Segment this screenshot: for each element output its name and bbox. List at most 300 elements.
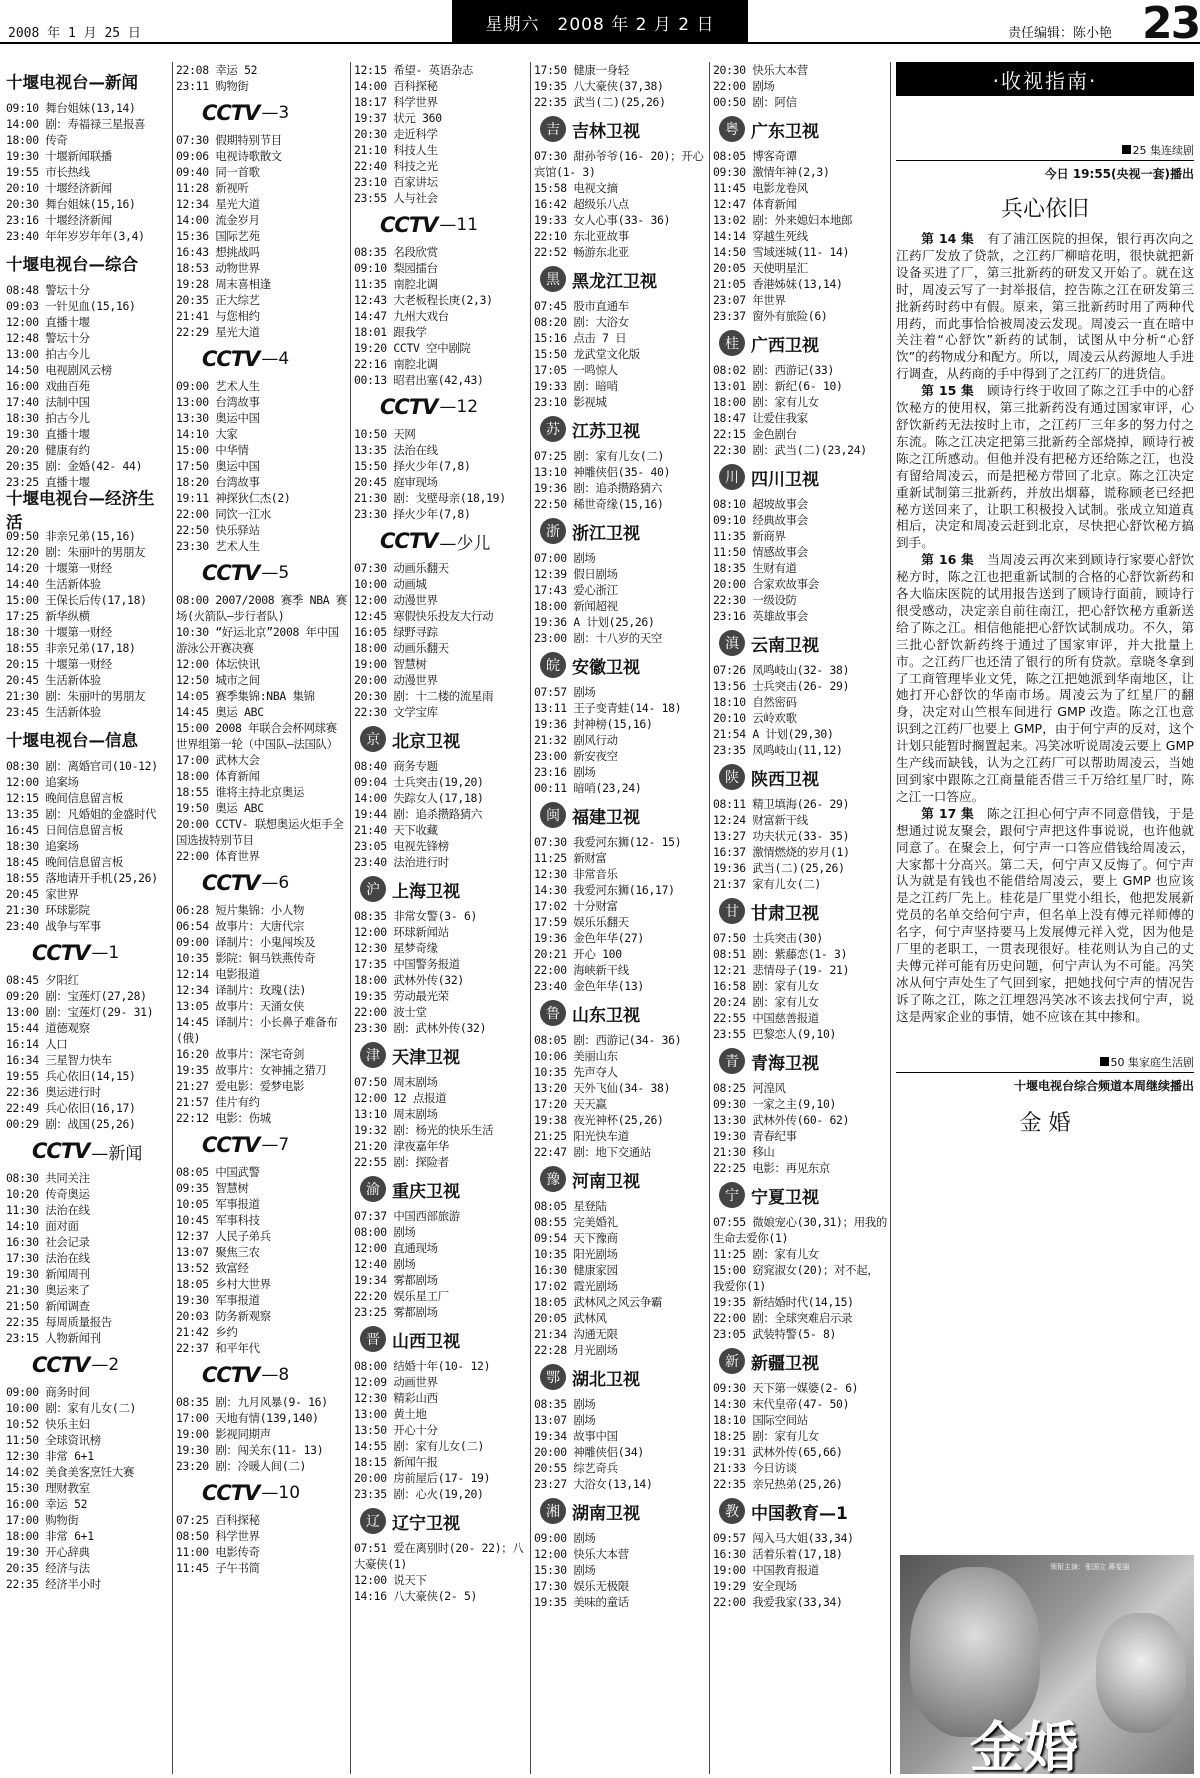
- program-listing: 16:30 社会记录: [6, 1235, 90, 1249]
- program-listing: 12:30 精彩山西: [354, 1391, 438, 1405]
- station-logo-icon: 陕: [719, 764, 745, 790]
- program-listing: 20:45 生活新体验: [6, 673, 101, 687]
- episode-number: 第 16 集: [921, 552, 975, 568]
- program-listing: 14:50 电视剧风云榜: [6, 363, 112, 377]
- channel-name: 河南卫视: [572, 1171, 640, 1192]
- program-listing: 22:29 星光大道: [176, 325, 260, 339]
- program-listing: 12:50 城市之间: [176, 673, 260, 687]
- program-listing: 17:20 天天赢: [534, 1097, 607, 1111]
- program-listing: 14:00 流金岁月: [176, 213, 260, 227]
- episode-text: 当周凌云再次来到顾诗行家要心舒饮秘方时，陈之江也把重新试制的合格的心舒饮新药和各大临床医院的试用报告送到了顾诗行面前，顾诗行很受感动，决定亲自前往南江，把心舒饮秘方重新送给了陈之江。相信他能把心舒饮试制成功。不久，第三批心舒饮新药终于通过了国家审评，并大批量上市。之江药厂也还清了银行的所有贷款。章晓冬拿到了工商管理毕业文凭，陈之江把她派到华南地区，让她打开心舒饮的华南市场。周凌云为了红星厂的翻身，决定对山竺根车间进行 GMP 改造。陈之江也意识到之江药厂也要上 GMP，由于何宁声的反对，这个计划只能暂时搁置起来。冯笑冰听说周凌云要上 GMP 生产线而缺钱，认为之江药厂可以帮助周凌云，当她回到家中跟陈之江商量能否借三千万给红星厂时，陈之江一口答应。: [896, 552, 1195, 804]
- listing-column-1: [6, 62, 169, 1774]
- editor-credit: 责任编辑：陈小艳: [1008, 26, 1113, 41]
- program-listing: 11:25 新财富: [534, 851, 607, 865]
- program-listing: 19:55 市长热线: [6, 165, 90, 179]
- channel-header: [534, 514, 708, 548]
- station-logo-icon: 辽: [360, 1508, 386, 1534]
- program-listing: 09:00 商务时间: [6, 1385, 90, 1399]
- channel-header: [6, 64, 169, 98]
- program-listing: 08:05 博客奇谭: [713, 149, 797, 163]
- channel-name: 湖南卫视: [572, 1503, 640, 1524]
- program-listing: 18:00 新闻超视: [534, 599, 618, 613]
- program-listing: 19:35 美味的童话: [534, 1595, 629, 1609]
- channel-name: 天津卫视: [392, 1047, 460, 1068]
- program-listing: 11:35 新商界: [713, 529, 786, 543]
- program-listing: 18:00 传奇: [6, 133, 68, 147]
- program-listing: 23:07 年世界: [713, 293, 786, 307]
- channel-header: [176, 556, 347, 590]
- program-listing: 16:30 活着乐着(17,18): [713, 1547, 843, 1561]
- program-listing: 16:00 戏曲百苑: [6, 379, 90, 393]
- program-listing: 07:26 凤鸣岐山(32- 38): [713, 663, 850, 677]
- program-listing: 10:35 先声夺人: [534, 1065, 618, 1079]
- viewing-guide: [896, 62, 1194, 1774]
- channel-name: 广东卫视: [751, 121, 819, 142]
- program-listing: 11:35 南腔北调: [354, 277, 438, 291]
- program-listing: 17:35 中国警务报道: [354, 957, 460, 971]
- program-listing: 15:00 王保长后传(17,18): [6, 593, 147, 607]
- station-logo-icon: 浙: [540, 518, 566, 544]
- program-listing: 18:01 跟我学: [354, 325, 427, 339]
- program-listing: 19:34 故事中国: [534, 1429, 618, 1443]
- program-listing: 11:00 电影传奇: [176, 1545, 260, 1559]
- program-listing: 13:30 武林外传(60- 62): [713, 1113, 850, 1127]
- program-listing: 06:54 故事片：大唐代宗: [176, 919, 305, 933]
- program-listing: 09:04 士兵突击(19,20): [354, 775, 484, 789]
- program-listing: 18:55 落地请开手机(25,26): [6, 871, 158, 885]
- program-listing: 14:20 十堰第一财经: [6, 561, 112, 575]
- program-listing: 16:45 日间信息留言板: [6, 823, 123, 837]
- program-listing: 17:40 法制中国: [6, 395, 90, 409]
- channel-header: [176, 342, 347, 376]
- program-listing: 23:30 艺术人生: [176, 539, 260, 553]
- program-listing: 21:30 移山: [713, 1145, 775, 1159]
- program-listing: 17:02 霞光剧场: [534, 1279, 618, 1293]
- program-listing: 20:45 家世界: [6, 887, 79, 901]
- program-listing: 10:52 快乐主妇: [6, 1417, 90, 1431]
- column-divider: [172, 62, 173, 1774]
- channel-header: [534, 648, 708, 682]
- program-listing: 09:30 激情年神(2,3): [713, 165, 830, 179]
- program-listing: 08:02 剧：西游记(33): [713, 363, 835, 377]
- channel-name: 重庆卫视: [392, 1181, 460, 1202]
- program-listing: 19:00 影视同期声: [176, 1427, 271, 1441]
- cctv-logo-icon: CCTV: [202, 561, 260, 585]
- program-listing: 13:10 周末剧场: [354, 1107, 438, 1121]
- program-listing: 22:12 电影：伤城: [176, 1111, 271, 1125]
- program-listing: 07:51 爱在离别时(20- 22)；八大豪侠(1): [354, 1541, 524, 1571]
- program-listing: 18:25 剧：家有儿女: [713, 1429, 819, 1443]
- program-listing: 12:00 环球新闻站: [354, 925, 449, 939]
- program-listing: 09:30 天下第一媒婆(2- 6): [713, 1381, 859, 1395]
- program-listing: 15:16 点击 7 日: [534, 331, 627, 345]
- channel-header: [6, 722, 169, 756]
- program-listing: 07:25 百科探秘: [176, 1513, 260, 1527]
- channel-number: —新闻: [91, 1143, 143, 1164]
- program-listing: 23:10 百家讲坛: [354, 175, 438, 189]
- program-listing: 22:00 体育世界: [176, 849, 260, 863]
- channel-header: [534, 112, 708, 146]
- channel-header: [176, 1128, 347, 1162]
- guide-title: ·收视指南·: [896, 62, 1194, 96]
- channel-name: 十堰电视台—信息: [6, 731, 138, 750]
- page-number: 23: [1142, 0, 1200, 49]
- channel-header: [713, 460, 887, 494]
- program-listing: 22:55 剧：探险者: [354, 1155, 449, 1169]
- program-listing: 15:50 龙武堂文化版: [534, 347, 640, 361]
- program-listing: 12:34 星光大道: [176, 197, 260, 211]
- channel-name: 山东卫视: [572, 1005, 640, 1026]
- program-listing: 15:58 电视文摘: [534, 181, 618, 195]
- program-listing: 13:30 奥运中国: [176, 411, 260, 425]
- program-listing: 23:30 择火少年(7,8): [354, 507, 471, 521]
- station-logo-icon: 闽: [540, 802, 566, 828]
- channel-number: —4: [261, 349, 290, 369]
- program-listing: 07:30 甜孙爷爷(16- 20)；开心宾馆(1- 3): [534, 149, 704, 179]
- program-listing: 19:33 剧：暗哨: [534, 379, 618, 393]
- program-listing: 22:25 电影：再见东京: [713, 1161, 830, 1175]
- program-listing: 19:30 新闻周刊: [6, 1267, 90, 1281]
- program-listing: 22:35 武当(二)(25,26): [534, 95, 666, 109]
- program-listing: 17:50 奥运中国: [176, 459, 260, 473]
- program-listing: 12:00 快乐大本营: [534, 1547, 629, 1561]
- program-listing: 15:36 国际艺苑: [176, 229, 260, 243]
- program-listing: 20:30 舞台姐妹(15,16): [6, 197, 136, 211]
- channel-name: 广西卫视: [751, 335, 819, 356]
- program-listing: 09:00 剧场: [534, 1531, 596, 1545]
- channel-header: [713, 626, 887, 660]
- channel-name: 甘肃卫视: [751, 903, 819, 924]
- program-listing: 22:00 剧场: [713, 79, 775, 93]
- channel-name: 青海卫视: [751, 1053, 819, 1074]
- program-listing: 14:00 百科探秘: [354, 79, 438, 93]
- program-listing: 07:30 假期特别节目: [176, 133, 282, 147]
- program-listing: 20:15 十堰第一财经: [6, 657, 112, 671]
- program-listing: 22:37 和平年代: [176, 1341, 260, 1355]
- program-listing: 22:30 剧：武当(二)(23,24): [713, 443, 867, 457]
- program-listing: 22:49 兵心依旧(16,17): [6, 1101, 136, 1115]
- program-listing: 18:05 乡村大世界: [176, 1277, 271, 1291]
- program-listing: 20:30 快乐大本营: [713, 63, 808, 77]
- channel-name: 湖北卫视: [572, 1369, 640, 1390]
- program-listing: 22:28 月光剧场: [534, 1343, 618, 1357]
- program-listing: 23:16 剧场: [534, 765, 596, 779]
- channel-header: [176, 96, 347, 130]
- program-listing: 19:30 青春纪事: [713, 1129, 797, 1143]
- program-listing: 23:40 战争与军事: [6, 919, 101, 933]
- channel-name: 江苏卫视: [572, 421, 640, 442]
- program-listing: 08:10 超坡故事会: [713, 497, 808, 511]
- program-listing: 19:36 武当(二)(25,26): [713, 861, 845, 875]
- program-listing: 20:45 庭审现场: [354, 475, 438, 489]
- series-tag-text: 25 集连续剧: [1132, 144, 1194, 157]
- program-listing: 13:56 士兵突击(26- 29): [713, 679, 850, 693]
- program-listing: 09:10 舞台姐妹(13,14): [6, 101, 136, 115]
- episode-number: 第 14 集: [921, 231, 975, 246]
- program-listing: 22:35 经济半小时: [6, 1577, 101, 1591]
- station-logo-icon: 鄂: [540, 1364, 566, 1390]
- program-listing: 10:00 动画城: [354, 577, 427, 591]
- program-listing: 18:45 晚间信息留言板: [6, 855, 123, 869]
- program-listing: 00:11 暗哨(23,24): [534, 781, 642, 795]
- program-listing: 13:00 黄土地: [354, 1407, 427, 1421]
- program-listing: 19:30 十堰新闻联播: [6, 149, 112, 163]
- program-listing: 15:00 中华情: [176, 443, 249, 457]
- program-listing: 12:14 电影报道: [176, 967, 260, 981]
- channel-header: [176, 1476, 347, 1510]
- station-logo-icon: 桂: [719, 330, 745, 356]
- program-listing: 21:34 沟通无限: [534, 1327, 618, 1341]
- program-listing: 18:00 剧：家有儿女: [713, 395, 819, 409]
- program-listing: 12:00 12 点报道: [354, 1091, 447, 1105]
- program-listing: 20:35 经济与法: [6, 1561, 90, 1575]
- program-listing: 23:11 购物街: [176, 79, 249, 93]
- program-listing: 22:52 畅游东北亚: [534, 245, 629, 259]
- program-listing: 23:35 凤鸣岐山(11,12): [713, 743, 843, 757]
- episode-synopsis: [896, 552, 1194, 806]
- program-listing: 18:00 动画乐翻天: [354, 641, 449, 655]
- program-listing: 14:47 九州大戏台: [354, 309, 449, 323]
- program-listing: 13:07 聚焦三农: [176, 1245, 260, 1259]
- program-listing: 13:35 法治在线: [354, 443, 438, 457]
- program-listing: 23:55 人与社会: [354, 191, 438, 205]
- program-listing: 22:08 幸运 52: [176, 63, 258, 77]
- program-listing: 17:30 法治在线: [6, 1251, 90, 1265]
- program-listing: 23:16 英雄故事会: [713, 609, 808, 623]
- station-logo-icon: 皖: [540, 652, 566, 678]
- program-listing: 23:30 剧：武林外传(32): [354, 1021, 487, 1035]
- cctv-logo-icon: CCTV: [32, 1139, 90, 1163]
- program-listing: 14:45 译制片：小长鼻子难备布(俄): [176, 1015, 338, 1045]
- channel-header: [354, 722, 528, 756]
- channel-number: —1: [91, 943, 120, 963]
- station-logo-icon: 青: [719, 1048, 745, 1074]
- channel-name: 黑龙江卫视: [572, 271, 657, 292]
- program-listing: 19:55 兵心依旧(14,15): [6, 1069, 136, 1083]
- program-listing: 20:35 剧：金婚(42- 44): [6, 459, 143, 473]
- channel-number: —3: [261, 103, 290, 123]
- program-listing: 21:54 A 计划(29,30): [713, 727, 834, 741]
- channel-name: 北京卫视: [392, 731, 460, 752]
- station-logo-icon: 粤: [719, 116, 745, 142]
- program-listing: 08:50 科学世界: [176, 1529, 260, 1543]
- channel-name: 新疆卫视: [751, 1353, 819, 1374]
- program-listing: 20:00 合家欢故事会: [713, 577, 819, 591]
- program-listing: 09:06 电视诗歌散文: [176, 149, 282, 163]
- program-listing: 12:34 译制片：玫瑰(法): [176, 983, 307, 997]
- program-listing: 18:00 体育新闻: [176, 769, 260, 783]
- program-listing: 23:20 剧：冷暖人间(二): [176, 1459, 307, 1473]
- program-listing: 19:35 八大豪侠(37,38): [534, 79, 664, 93]
- listing-column-2: [176, 62, 347, 1774]
- station-logo-icon: 苏: [540, 416, 566, 442]
- channel-header: [176, 1358, 347, 1392]
- channel-header: [713, 112, 887, 146]
- program-listing: 18:10 国际空间站: [713, 1413, 808, 1427]
- program-listing: 22:55 中国慈善报道: [713, 1011, 819, 1025]
- program-listing: 15:30 理财教室: [6, 1481, 90, 1495]
- channel-header: [354, 872, 528, 906]
- program-listing: 15:00 窈窕淑女(20)；对不起，我爱你(1): [713, 1263, 879, 1293]
- issue-date: 2008 年 1 月 25 日: [8, 26, 141, 41]
- program-listing: 13:00 台湾故事: [176, 395, 260, 409]
- program-listing: 08:48 警坛十分: [6, 283, 90, 297]
- program-listing: 12:48 警坛十分: [6, 331, 90, 345]
- program-listing: 09:00 艺术人生: [176, 379, 260, 393]
- program-listing: 18:30 拍古今儿: [6, 411, 90, 425]
- square-bullet-icon: [1122, 145, 1131, 154]
- program-listing: 21:27 爱电影：爱梦电影: [176, 1079, 305, 1093]
- episode-text: 有了浦江医院的担保，银行再次向之江药厂发放了贷款，之江药厂柳暗花明，很快就把新设备买进了厂，第三批新药的研发又开始了。就在这时，周凌云写了一封举报信，控告陈之江在研发第三批新药时药中有假。原来，第三批新药时用了两种代用药，而此事恰恰被周凌云发现。周凌云一直在暗中关注着“心舒饮”新药的试制，试图从中分析“心舒饮”的药物成分和配方。所以，周凌云从药源地人手进行调查，从药商的手中得到了之江药厂的进货信。: [896, 231, 1195, 382]
- cctv-logo-icon: CCTV: [32, 1353, 90, 1377]
- channel-number: —6: [261, 873, 290, 893]
- airtime: 今日 19:55(央视一套)播出: [1044, 167, 1194, 181]
- program-listing: 07:55 微娘宠心(30,31)；用我的生命去爱你(1): [713, 1215, 887, 1245]
- program-listing: 19:34 雾都剧场: [354, 1273, 438, 1287]
- program-listing: 08:20 剧：大浴女: [534, 315, 629, 329]
- program-listing: 20:05 天使明星汇: [713, 261, 808, 275]
- program-listing: 19:36 A 计划(25,26): [534, 615, 655, 629]
- program-listing: 13:05 故事片：天涌女侠: [176, 999, 305, 1013]
- channel-header: [534, 412, 708, 446]
- program-listing: 09:00 译制片：小鬼闯埃及: [176, 935, 316, 949]
- program-listing: 12:24 财富新干线: [713, 813, 808, 827]
- program-listing: 16:34 三星智力快车: [6, 1053, 112, 1067]
- program-listing: 22:40 科技之光: [354, 159, 438, 173]
- channel-name: 上海卫视: [392, 881, 460, 902]
- cctv-logo-icon: CCTV: [32, 941, 90, 965]
- program-listing: 21:30 环球影院: [6, 903, 90, 917]
- program-listing: 13:02 剧：外来媳妇本地郎: [713, 213, 853, 227]
- channel-header: [354, 1322, 528, 1356]
- program-listing: 22:00 我爱我家(33,34): [713, 1595, 843, 1609]
- program-listing: 08:51 剧：紫藤恋(1- 3): [713, 947, 848, 961]
- channel-header: [6, 489, 169, 532]
- program-listing: 10:05 军事报道: [176, 1197, 260, 1211]
- square-bullet-icon: [1100, 1057, 1109, 1066]
- program-listing: 17:30 娱乐无极限: [534, 1579, 629, 1593]
- program-listing: 20:05 武林风: [534, 1311, 607, 1325]
- program-listing: 16:14 人口: [6, 1037, 68, 1051]
- program-listing: 19:35 劳动最光荣: [354, 989, 449, 1003]
- listing-column-5: [713, 62, 887, 1774]
- cctv-logo-icon: CCTV: [202, 1133, 260, 1157]
- station-logo-icon: 沪: [360, 876, 386, 902]
- program-listing: 09:40 同一首歌: [176, 165, 260, 179]
- program-listing: 23:40 金色年华(13): [534, 979, 644, 993]
- program-listing: 09:54 天下豫商: [534, 1231, 618, 1245]
- channel-name: 陕西卫视: [751, 769, 819, 790]
- channel-name: 十堰电视台—新闻: [6, 73, 138, 92]
- cctv-logo-icon: CCTV: [380, 213, 438, 237]
- program-listing: 19:30 直播十堰: [6, 427, 90, 441]
- listing-column-4: [534, 62, 708, 1774]
- channel-number: —5: [261, 563, 290, 583]
- channel-name: 浙江卫视: [572, 523, 640, 544]
- program-listing: 12:15 希望- 英语杂志: [354, 63, 474, 77]
- program-listing: 20:21 开心 100: [534, 947, 622, 961]
- program-listing: 16:30 健康家园: [534, 1263, 618, 1277]
- program-listing: 10:00 剧：家有儿女(二): [6, 1401, 137, 1415]
- program-listing: 12:21 悲情母子(19- 21): [713, 963, 850, 977]
- program-listing: 22:00 海峡新干线: [534, 963, 629, 977]
- channel-header: [6, 936, 169, 970]
- actress-portrait: [1096, 1613, 1186, 1733]
- program-listing: 09:10 经典故事会: [713, 513, 808, 527]
- episode-synopsis: [896, 383, 1194, 552]
- program-listing: 13:20 天外飞仙(34- 38): [534, 1081, 671, 1095]
- episode-number: 第 15 集: [921, 383, 975, 399]
- program-listing: 20:30 走近科学: [354, 127, 438, 141]
- program-listing: 12:30 非常音乐: [534, 867, 618, 881]
- program-listing: 12:47 体育新闻: [713, 197, 797, 211]
- channel-header: [354, 208, 528, 242]
- program-listing: 23:25 直播十堰: [6, 475, 90, 489]
- page-header: [0, 0, 1200, 49]
- program-listing: 19:50 奥运 ABC: [176, 801, 264, 815]
- channel-header: [354, 1172, 528, 1206]
- program-listing: 13:07 剧场: [534, 1413, 596, 1427]
- program-listing: 22:36 奥运进行时: [6, 1085, 101, 1099]
- program-listing: 09:50 非亲兄弟(15,16): [6, 529, 136, 543]
- program-listing: 14:05 赛季集锦:NBA 集锦: [176, 689, 315, 703]
- channel-header: [6, 1134, 169, 1168]
- program-listing: 19:37 状元 360: [354, 111, 442, 125]
- drama-title: 金 婚: [1019, 1110, 1071, 1136]
- column-divider: [890, 62, 891, 1774]
- program-listing: 08:45 夕阳红: [6, 973, 79, 987]
- program-listing: 12:00 动漫世界: [354, 593, 438, 607]
- channel-header: [534, 1360, 708, 1394]
- channel-name: 辽宁卫视: [392, 1513, 460, 1534]
- channel-name: 福建卫视: [572, 807, 640, 828]
- program-listing: 10:45 军事科技: [176, 1213, 260, 1227]
- series-tag: [896, 142, 1194, 161]
- program-listing: 21:32 剧风行动: [534, 733, 618, 747]
- program-listing: 10:20 传奇奥运: [6, 1187, 90, 1201]
- program-listing: 13:52 致富经: [176, 1261, 249, 1275]
- program-listing: 00:50 剧：阿信: [713, 95, 797, 109]
- program-listing: 19:28 周末喜相逢: [176, 277, 271, 291]
- column-divider: [530, 62, 531, 1774]
- channel-header: [6, 1348, 169, 1382]
- episode-synopsis: [896, 806, 1194, 1026]
- channel-name: 十堰电视台—经济生活: [6, 489, 155, 532]
- cctv-logo-icon: CCTV: [380, 395, 438, 419]
- station-logo-icon: 渝: [360, 1176, 386, 1202]
- program-listing: 09:20 剧：宝莲灯(27,28): [6, 989, 147, 1003]
- program-listing: 19:35 新结婚时代(14,15): [713, 1295, 854, 1309]
- program-listing: 18:17 科学世界: [354, 95, 438, 109]
- program-listing: 19:36 金色年华(27): [534, 931, 644, 945]
- channel-name: 四川卫视: [751, 469, 819, 490]
- channel-header: [713, 1494, 887, 1528]
- program-listing: 12:00 直播十堰: [6, 315, 90, 329]
- program-listing: 17:59 娱乐乐翻天: [534, 915, 629, 929]
- channel-header: [534, 996, 708, 1030]
- program-listing: 20:00 CCTV- 联想奥运火炬手全国选拔特别节目: [176, 817, 344, 847]
- program-listing: 07:37 中国西部旅游: [354, 1209, 460, 1223]
- program-listing: 19:20 CCTV 空中剧院: [354, 341, 471, 355]
- program-listing: 12:30 非常 6+1: [6, 1449, 94, 1463]
- program-listing: 18:15 新闻午报: [354, 1455, 438, 1469]
- program-listing: 23:05 武装特警(5- 8): [713, 1327, 837, 1341]
- program-listing: 18:10 自然密码: [713, 695, 797, 709]
- program-listing: 13:00 拍古今儿: [6, 347, 90, 361]
- program-listing: 18:35 生财有道: [713, 561, 797, 575]
- program-listing: 21:41 与您相约: [176, 309, 260, 323]
- program-listing: 21:40 天下收藏: [354, 823, 438, 837]
